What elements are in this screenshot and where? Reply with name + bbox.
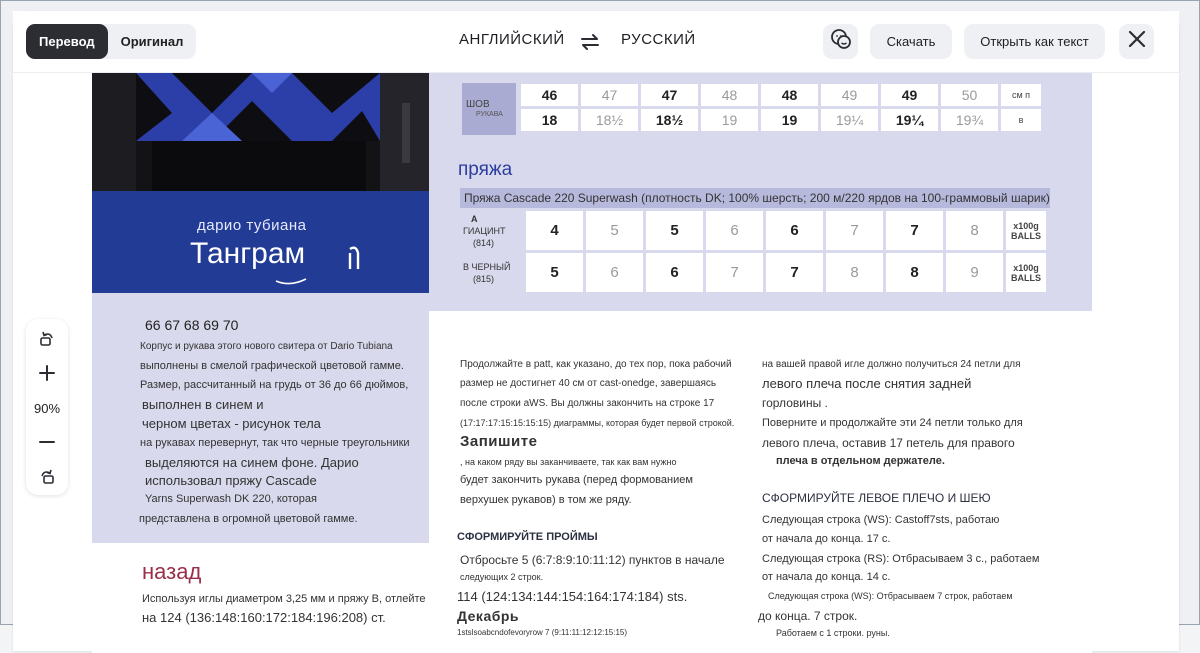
body-line: 1stslsoabcndofevoryrow 7 (9:11:11:12:12:15:15) (457, 628, 628, 637)
translation-panel (13, 11, 1179, 651)
table-cell: 7 (706, 253, 763, 292)
top-toolbar (13, 11, 1179, 73)
close-icon (1127, 29, 1147, 54)
intro-line: Yarns Superwash DK 220, которая (145, 493, 317, 505)
armhole-line: Отбросьте 5 (6:7:8:9:10:11:12) пунктов в начале (460, 553, 725, 567)
intro-line: Корпус и рукава этого нового свитера от Dario Tubiana (140, 341, 393, 352)
title-logo-mark (320, 239, 368, 279)
table-cell: 49 (821, 84, 878, 106)
view-mode-toggle (26, 24, 196, 59)
table-cell: 48 (701, 84, 758, 106)
feedback-button[interactable] (823, 24, 858, 59)
shoulder-heading: СФОРМИРУЙТЕ ЛЕВОЕ ПЛЕЧО И ШЕЮ (762, 491, 991, 505)
table-cell: 19¼ (881, 109, 938, 131)
shoulder-line: Работаем с 1 строки. руны. (776, 628, 890, 638)
body-line: после строки aWS. Вы должны закончить на строке 17 (460, 398, 715, 409)
body-line: Продолжайте в patt, как указано, до тех пор, пока рабочий (460, 359, 732, 370)
table-cell: 5 (586, 211, 643, 250)
table-row (463, 253, 1046, 292)
unit-cell: в (1001, 109, 1041, 131)
intro-line: выполнен в синем и (142, 397, 264, 412)
table-cell: 18½ (641, 109, 698, 131)
close-button[interactable] (1119, 24, 1154, 59)
shoulder-line: до конца. 7 строк. (758, 609, 858, 623)
title-band (92, 191, 429, 293)
intro-line: выделяются на синем фоне. Дарио (145, 455, 359, 470)
table-cell: 6 (706, 211, 763, 250)
table-cell: 6 (646, 253, 703, 292)
intro-line: Размер, рассчитанный на грудь от 36 до 66 дюймов, (140, 379, 409, 391)
zoom-in-icon[interactable] (37, 363, 57, 383)
table-cell: 19¾ (941, 109, 998, 131)
yarn-table (460, 208, 1049, 295)
table-cell: 47 (641, 84, 698, 106)
intro-line: выполнены в смелой графической цветовой гамме. (140, 360, 404, 372)
intro-line: на рукавах перевернут, так что черные треугольники (140, 437, 410, 449)
swap-arrows-icon[interactable] (579, 31, 601, 53)
sizes-line: 66 67 68 69 70 (145, 317, 239, 333)
shoulder-line: от начала до конца. 17 с. (762, 533, 891, 545)
zoom-level: 90% (33, 401, 61, 416)
pattern-title: Танграм (190, 237, 306, 270)
back-heading: назад (142, 559, 202, 584)
yarn-mark: A (471, 213, 478, 224)
table-cell: 7 (826, 211, 883, 250)
table-cell: 6 (766, 211, 823, 250)
unit-cell: см п (1001, 84, 1041, 106)
zoom-controls (26, 319, 68, 495)
yarn-desc-bar (460, 188, 1050, 208)
feedback-faces-icon (829, 27, 853, 56)
intro-line: представлена в огромной цветовой гамме. (139, 513, 358, 525)
table-cell: 4 (526, 211, 583, 250)
table-cell: 5 (646, 211, 703, 250)
unit-cell (1006, 211, 1046, 250)
armhole-heading: СФОРМИРУЙТЕ ПРОЙМЫ (457, 531, 598, 543)
yarn-label (463, 211, 523, 250)
yarn-code: (814) (473, 237, 495, 248)
table-cell: 6 (586, 253, 643, 292)
sleeve-label-1: ШОВ (466, 99, 490, 110)
table-cell: 8 (826, 253, 883, 292)
shoulder-line: Следующая строка (WS): Отбрасываем 7 строк, работаем (768, 591, 1013, 601)
back-line: на 124 (136:148:160:172:184:196:208) ст. (142, 610, 386, 625)
download-button[interactable]: Скачать (870, 24, 952, 59)
table-cell: 47 (581, 84, 638, 106)
body-line: размер не достигнет 40 см от cast-onedge, завершаясь (460, 378, 717, 389)
target-language[interactable]: РУССКИЙ (621, 31, 696, 48)
table-cell: 50 (941, 84, 998, 106)
body-line: левого плеча после снятия задней (762, 376, 972, 391)
unit-line: x100g (1013, 220, 1039, 231)
yarn-heading: пряжа (458, 159, 513, 180)
shoulder-line: от начала до конца. 14 с. (762, 571, 891, 583)
table-cell: 19¼ (821, 109, 878, 131)
translated-document (92, 73, 1092, 653)
december-label: Декабрь (457, 608, 520, 624)
yarn-description: Пряжа Cascade 220 Superwash (плотность DK; 100% шерсть; 200 м/220 ярдов на 100-граммовый шарик) (464, 191, 1050, 205)
cover-photo (92, 73, 429, 191)
table-cell: 5 (526, 253, 583, 292)
body-line: плеча в отдельном держателе. (776, 455, 945, 467)
table-cell: 49 (881, 84, 938, 106)
table-cell: 19 (761, 109, 818, 131)
body-line: на вашей правой игле должно получиться 24 петли для (762, 359, 1021, 370)
zoom-out-icon[interactable] (37, 432, 57, 452)
intro-line: использовал пряжу Cascade (145, 473, 317, 488)
unit-line: x100g (1013, 262, 1039, 273)
open-as-text-button[interactable]: Открыть как текст (964, 24, 1105, 59)
rotate-left-icon[interactable] (37, 329, 57, 349)
unit-line: BALLS (1011, 230, 1041, 241)
table-cell: 46 (521, 84, 578, 106)
stitch-count: 114 (124:134:144:154:164:174:184) sts. (457, 589, 688, 604)
sleeve-label-2: РУКАВА (476, 111, 503, 118)
table-cell: 18½ (581, 109, 638, 131)
back-line: Используя иглы диаметром 3,25 мм и пряжу B, отлейте (142, 593, 426, 605)
table-row (463, 211, 1046, 250)
body-line: левого плеча, оставив 17 петель для правого (762, 436, 1015, 450)
note-line: верхушек рукавов) в том же ряду. (460, 494, 632, 506)
sleeve-seam-table (518, 81, 1044, 134)
table-cell: 19 (701, 109, 758, 131)
table-cell: 9 (946, 253, 1003, 292)
table-cell: 18 (521, 109, 578, 131)
table-cell: 8 (946, 211, 1003, 250)
note-line: , на каком ряду вы заканчиваете, так как вам нужно (460, 457, 677, 467)
yarn-code: (815) (473, 273, 495, 284)
shoulder-line: Следующая строка (WS): Castoff7sts, работаю (762, 514, 1000, 526)
source-language[interactable]: АНГЛИЙСКИЙ (459, 31, 565, 48)
table-cell: 7 (886, 211, 943, 250)
armhole-line: следующих 2 строк. (460, 572, 544, 582)
table-cell: 7 (766, 253, 823, 292)
tab-translation[interactable]: Перевод (26, 24, 108, 59)
intro-line: черном цветах - рисунок тела (142, 416, 321, 431)
yarn-label (463, 253, 523, 292)
table-cell: 48 (761, 84, 818, 106)
designer-name: дарио тубиана (197, 217, 307, 234)
body-line: (17:17:17:15:15:15:15) диаграммы, которая будет первой строкой. (460, 418, 735, 428)
sleeve-seam-label-cell (462, 83, 516, 135)
note-line: будет закончить рукава (перед формованием (460, 474, 693, 486)
body-line: Поверните и продолжайте эти 24 петли только для (762, 417, 1023, 429)
note-heading: Запишите (460, 433, 538, 450)
unit-line: BALLS (1011, 272, 1041, 283)
yarn-name: ГИАЦИНТ (463, 225, 506, 236)
yarn-name: В ЧЕРНЫЙ (463, 261, 511, 272)
table-cell: 8 (886, 253, 943, 292)
body-line: горловины . (762, 396, 828, 410)
shoulder-line: Следующая строка (RS): Отбрасываем 3 с., работаем (762, 553, 1040, 565)
unit-cell (1006, 253, 1046, 292)
tab-original[interactable]: Оригинал (120, 34, 184, 49)
rotate-right-icon[interactable] (37, 467, 57, 487)
